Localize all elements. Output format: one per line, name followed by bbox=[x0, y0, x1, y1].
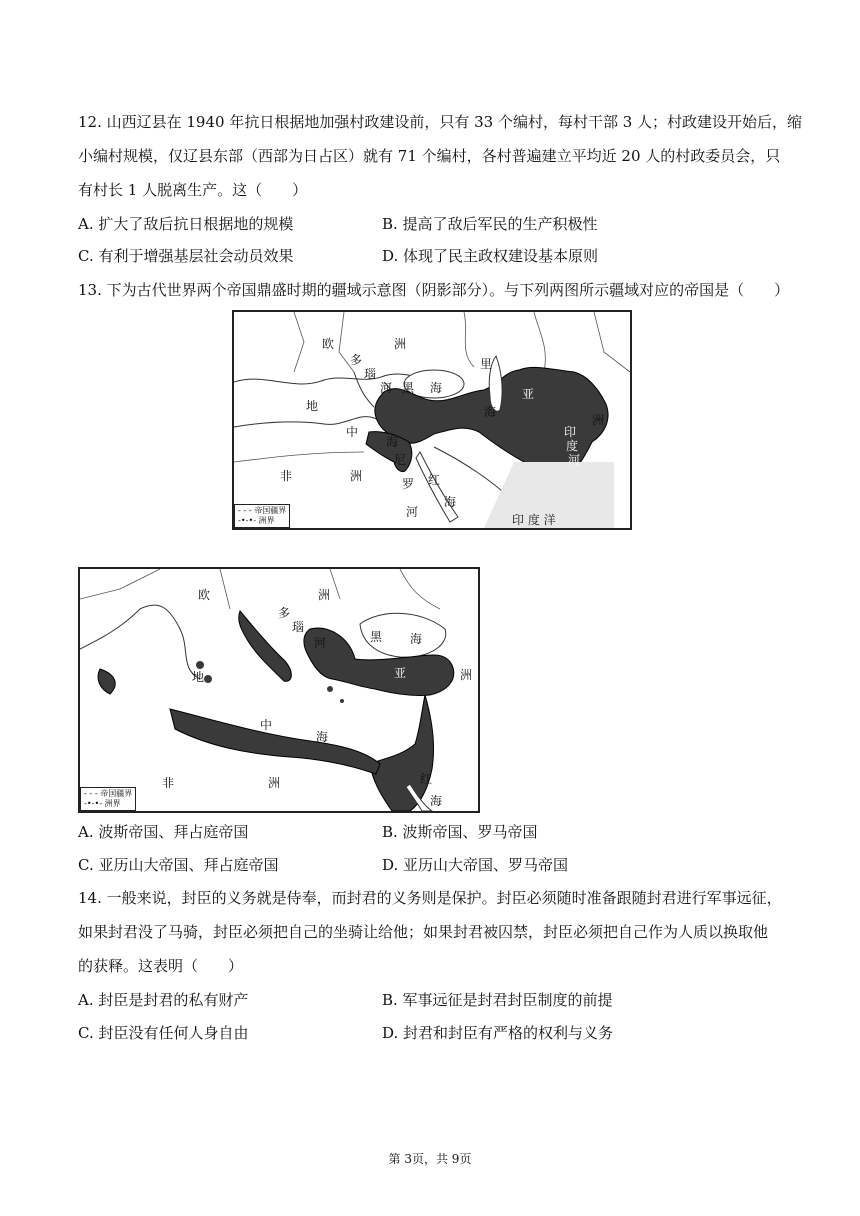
q14-option-b: B. 军事远征是封君封臣制度的前提 bbox=[382, 991, 613, 1009]
q14-stem-line-2: 如果封君没了马骑，封臣必须把自己的坐骑让给他；如果封君被囚禁，封臣必须把自己作为人质以换取他 bbox=[78, 923, 769, 941]
map2-label-danube-nao: 瑙 bbox=[292, 620, 305, 634]
q12-option-d: D. 体现了民主政权建设基本原则 bbox=[382, 247, 599, 265]
q13-option-d: D. 亚历山大帝国、罗马帝国 bbox=[382, 856, 569, 874]
map2-legend: - - - 帝国疆界 -•-•- 洲界 bbox=[80, 787, 136, 811]
q12-stem-line-1: 12. 山西辽县在 1940 年抗日根据地加强村政建设前，只有 33 个编村，每村干部 3 人；村政建设开始后，缩 bbox=[78, 113, 803, 131]
map1-label-danube-duo: 多 bbox=[350, 353, 363, 367]
map1-label-africa-zhou: 洲 bbox=[350, 469, 363, 483]
map2-label-europe-zhou: 洲 bbox=[318, 588, 331, 602]
map1-legend: - - - 帝国疆界 -•-•- 洲界 bbox=[234, 504, 290, 528]
map1-label-med-di: 地 bbox=[306, 399, 319, 413]
map1-label-danube-he: 河 bbox=[380, 381, 393, 395]
map1-label-asia-zhou: 洲 bbox=[592, 413, 605, 427]
map1-label-med-hai: 海 bbox=[386, 435, 399, 449]
q14-option-d: D. 封君和封臣有严格的权利与义务 bbox=[382, 1024, 614, 1042]
map2-label-redsea-hong: 红 bbox=[420, 772, 433, 786]
map2-label-europe-ou: 欧 bbox=[198, 588, 211, 602]
map1-label-redsea-hong: 红 bbox=[428, 473, 441, 487]
map2-label-med-di: 地 bbox=[192, 670, 205, 684]
map2-label-asia-zhou: 洲 bbox=[460, 668, 473, 682]
map1-label-blacksea-hei: 黑 bbox=[402, 381, 415, 395]
map1-label-nile-luo: 罗 bbox=[402, 477, 415, 491]
q12-option-b: B. 提高了敌后军民的生产积极性 bbox=[382, 215, 598, 233]
map-1-persian-empire bbox=[232, 310, 632, 530]
map1-label-europe-zhou: 洲 bbox=[394, 337, 407, 351]
map1-label-caspian-hai: 海 bbox=[484, 405, 497, 419]
map1-legend-continent-border: 洲界 bbox=[258, 516, 275, 525]
map2-label-med-zhong: 中 bbox=[260, 718, 273, 732]
q14-stem-line-1: 14. 一般来说，封臣的义务就是侍奉，而封君的义务则是保护。封臣必须随时准备跟随封君进行军事远征， bbox=[78, 889, 782, 907]
map2-label-blacksea-hai: 海 bbox=[410, 632, 423, 646]
map2-label-med-hai: 海 bbox=[316, 730, 329, 744]
map1-label-danube-nao: 瑙 bbox=[364, 367, 377, 381]
map2-label-danube-duo: 多 bbox=[278, 606, 291, 620]
q14-option-c: C. 封臣没有任何人身自由 bbox=[78, 1024, 249, 1042]
map1-label-redsea-hai: 海 bbox=[444, 495, 457, 509]
q13-option-c: C. 亚历山大帝国、拜占庭帝国 bbox=[78, 856, 279, 874]
map1-label-nile-he: 河 bbox=[406, 505, 419, 519]
map1-label-nile-ni: 尼 bbox=[394, 453, 407, 467]
map1-label-europe-ou: 欧 bbox=[322, 337, 335, 351]
q12-option-c: C. 有利于增强基层社会动员效果 bbox=[78, 247, 294, 265]
q12-stem-line-3: 有村长 1 人脱离生产。这（ ） bbox=[78, 181, 308, 199]
map1-legend-empire-border: 帝国疆界 bbox=[254, 506, 287, 515]
map2-legend-empire-border: 帝国疆界 bbox=[100, 789, 133, 798]
map1-label-indus-yin: 印 bbox=[564, 425, 577, 439]
q13-stem: 13. 下为古代世界两个帝国鼎盛时期的疆域示意图（阴影部分）。与下列两图所示疆域对应的帝国是（ ） bbox=[78, 281, 790, 299]
map2-label-danube-he: 河 bbox=[314, 636, 327, 650]
q12-stem-line-2: 小编村规模，仅辽县东部（西部为日占区）就有 71 个编村，各村普遍建立平均近 20 人的村政委员会，只 bbox=[78, 147, 781, 165]
map1-label-blacksea-hai: 海 bbox=[430, 381, 443, 395]
map-2-byzantine-empire bbox=[78, 567, 480, 813]
map1-label-indus-he: 河 bbox=[568, 453, 581, 467]
map1-label-caspian-li: 里 bbox=[480, 357, 493, 371]
page-footer: 第 3页，共 9页 bbox=[388, 1152, 472, 1166]
map1-label-indian-ocean: 印 度 洋 bbox=[512, 513, 556, 527]
map2-label-africa-fei: 非 bbox=[162, 776, 175, 790]
q14-stem-line-3: 的获释。这表明（ ） bbox=[78, 957, 244, 975]
map2-label-africa-zhou: 洲 bbox=[268, 776, 281, 790]
q14-option-a: A. 封臣是封君的私有财产 bbox=[78, 991, 249, 1009]
q13-option-a: A. 波斯帝国、拜占庭帝国 bbox=[78, 823, 249, 841]
map2-label-blacksea-hei: 黑 bbox=[370, 630, 383, 644]
q13-option-b: B. 波斯帝国、罗马帝国 bbox=[382, 823, 538, 841]
map2-label-asia-ya: 亚 bbox=[394, 666, 407, 680]
map1-label-med-zhong: 中 bbox=[346, 425, 359, 439]
map1-label-asia-ya: 亚 bbox=[522, 387, 535, 401]
q12-option-a: A. 扩大了敌后抗日根据地的规模 bbox=[78, 215, 294, 233]
map1-label-africa-fei: 非 bbox=[280, 469, 293, 483]
map1-label-indus-du: 度 bbox=[566, 439, 579, 453]
map2-legend-continent-border: 洲界 bbox=[104, 799, 121, 808]
map2-label-redsea-hai: 海 bbox=[430, 794, 443, 808]
